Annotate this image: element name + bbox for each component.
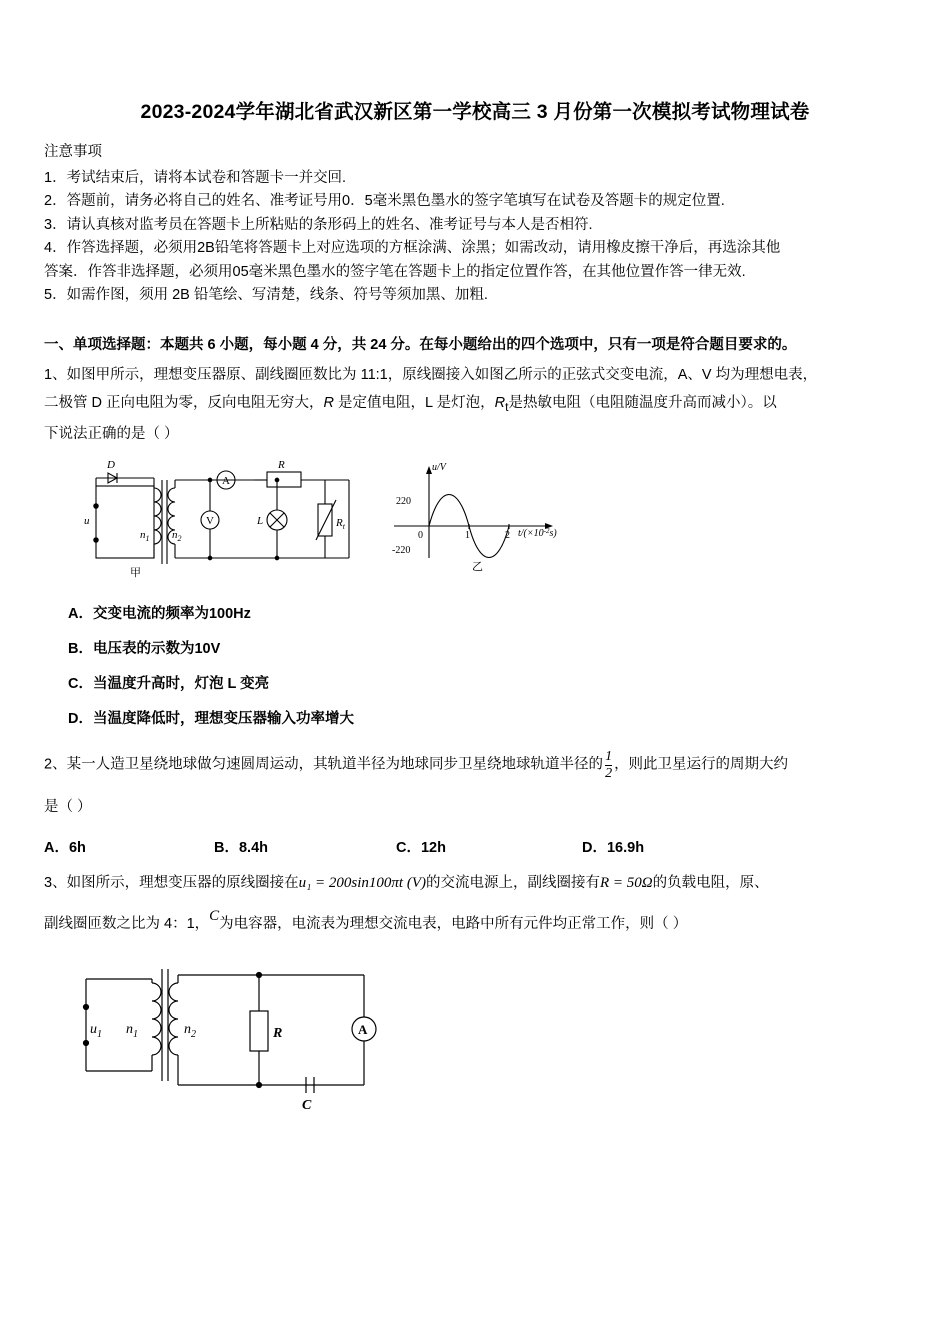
question-2-option-C: C．12h: [396, 839, 446, 856]
question-2-options: [44, 836, 906, 857]
question-3-line-1: [44, 869, 906, 898]
notice-heading: 注意事项: [44, 144, 102, 160]
q3-formula-u1: u₁ = 200sin100πt (V): [298, 874, 427, 891]
q1-l2-part-a: 二极管 D 正向电阻为零，反向电阻无穷大，: [44, 395, 324, 412]
q1-graph-x2: 2: [505, 530, 510, 542]
q1-graph-x1: 1: [465, 530, 470, 542]
question-1-line-1: 1、如图甲所示，理想变压器原、副线圈匝数比为 11:1，原线圈接入如图乙所示的正弦式交变电流，A、V 均为理想电表，: [44, 367, 818, 384]
question-1-figure: [44, 458, 906, 588]
q1-label-R: R: [278, 459, 285, 472]
q1-label-L: L: [257, 515, 264, 528]
question-3-figure: [44, 949, 906, 1109]
q3-label-C: C: [302, 1098, 312, 1110]
q1-label-Rt: $R_t$: [336, 517, 345, 532]
question-1-option-A: A．交变电流的频率为100Hz: [68, 606, 251, 623]
notice-line-3: 3．请认真核对监考员在答题卡上所粘贴的条形码上的姓名、准考证号与本人是否相符.: [44, 216, 593, 233]
q1-label-n2: $n_2$: [172, 529, 182, 544]
q1-graph-y-pos: 220: [396, 496, 411, 508]
q1-symbol-Rt: R: [494, 395, 506, 412]
q1-symbol-R: R: [323, 395, 335, 412]
question-2-line-2: 是（ ）: [44, 799, 92, 816]
q3-label-R: R: [273, 1026, 283, 1042]
q3-label-u1: $u_1$: [90, 1022, 102, 1041]
question-1-option-D: D．当温度降低时，理想变压器输入功率增大: [68, 711, 354, 728]
q3-label-n1: $n_1$: [126, 1022, 138, 1041]
q1-label-D: D: [107, 459, 115, 472]
q1-l2-part-b: 是定值电阻，L 是灯泡，: [334, 395, 495, 412]
page-title: 2023-2024学年湖北省武汉新区第一学校高三 3 月份第一次模拟考试物理试卷: [140, 101, 810, 123]
question-1-option-B: B．电压表的示数为10V: [68, 641, 221, 658]
question-1-line-2: [44, 389, 906, 419]
q3-formula-R: R = 50Ω: [600, 874, 653, 891]
question-1-option-C: C．当温度升高时，灯泡 L 变亮: [68, 676, 270, 693]
q3-label-A: A: [358, 1022, 368, 1038]
notice-line-6: 5．如需作图，须用 2B 铅笔绘、写清楚，线条、符号等须加黑、加粗.: [44, 287, 488, 304]
notice-line-1: 1．考试结束后，请将本试卷和答题卡一并交回.: [44, 170, 347, 186]
question-2-option-D: D．16.9h: [582, 839, 645, 856]
q1-graph-yaxis: u/V: [432, 462, 446, 474]
q1-symbol-Rt-sub: t: [505, 400, 509, 415]
q2-fraction-numerator: 1: [605, 749, 613, 765]
question-2-line-1: [44, 750, 906, 781]
q1-label-A: A: [222, 475, 230, 488]
q1-label-yi: 乙: [472, 561, 483, 574]
question-3-line-2: [44, 907, 906, 939]
q3-l1-part-a: 3、如图所示，理想变压器的原线圈接在: [44, 874, 299, 891]
q1-label-V: V: [206, 515, 214, 528]
q2-l1-part-a: 2、某一人造卫星绕地球做匀速圆周运动，其轨道半径为地球同步卫星绕地球轨道半径的: [44, 756, 604, 773]
q3-l1-part-c: 的负载电阻，原、: [652, 874, 769, 891]
q3-formula-C: C: [209, 907, 220, 924]
q3-l2-part-b: 为电容器，电流表为理想交流电表，电路中所有元件均正常工作，则（ ）: [219, 915, 688, 932]
q1-graph-xaxis: $t/(\times 10^{-2}s)$: [518, 527, 557, 540]
q2-l1-part-b: ，则此卫星运行的周期大约: [614, 756, 789, 773]
q1-circuit-and-graph: [74, 458, 564, 588]
notice-line-2: 2．答题前，请务必将自己的姓名、准考证号用0．5毫米黑色墨水的签字笔填写在试卷及答题卡的规定位置.: [44, 193, 725, 210]
q1-graph-y-neg: -220: [392, 545, 411, 557]
section-one-heading: 一、单项选择题：本题共 6 小题，每小题 4 分，共 24 分。在每小题给出的四个选项中，只有一项是符合题目要求的。: [44, 336, 797, 353]
q1-graph-origin: 0: [418, 530, 423, 542]
q1-l2-part-c: 是热敏电阻（电阻随温度升高而减小）。以: [508, 395, 777, 412]
q3-l2-part-a: 副线圈匝数之比为 4：1，: [44, 915, 210, 932]
question-1-line-3: 下说法正确的是（ ）: [44, 425, 179, 442]
q3-l1-part-b: 的交流电源上，副线圈接有: [426, 874, 601, 891]
notice-line-4: 4．作答选择题，必须用2B铅笔将答题卡上对应选项的方框涂满、涂黑；如需改动，请用橡皮擦干净后，再选涂其他: [44, 240, 781, 257]
notice-line-5: 答案．作答非选择题，必须用05毫米黑色墨水的签字笔在答题卡上的指定位置作答，在其他位置作答一律无效.: [44, 263, 746, 280]
q3-label-n2: $n_2$: [184, 1022, 196, 1041]
question-2-option-B: B．8.4h: [214, 839, 268, 856]
question-2-option-A: A．6h: [44, 839, 86, 856]
q2-fraction-half: [605, 750, 612, 781]
q2-fraction-denominator: 2: [605, 765, 613, 781]
q3-transformer-circuit: [74, 949, 394, 1109]
q1-label-n1: $n_1$: [140, 529, 150, 544]
q1-label-u: u: [84, 515, 90, 528]
q1-label-jia: 甲: [130, 567, 141, 580]
